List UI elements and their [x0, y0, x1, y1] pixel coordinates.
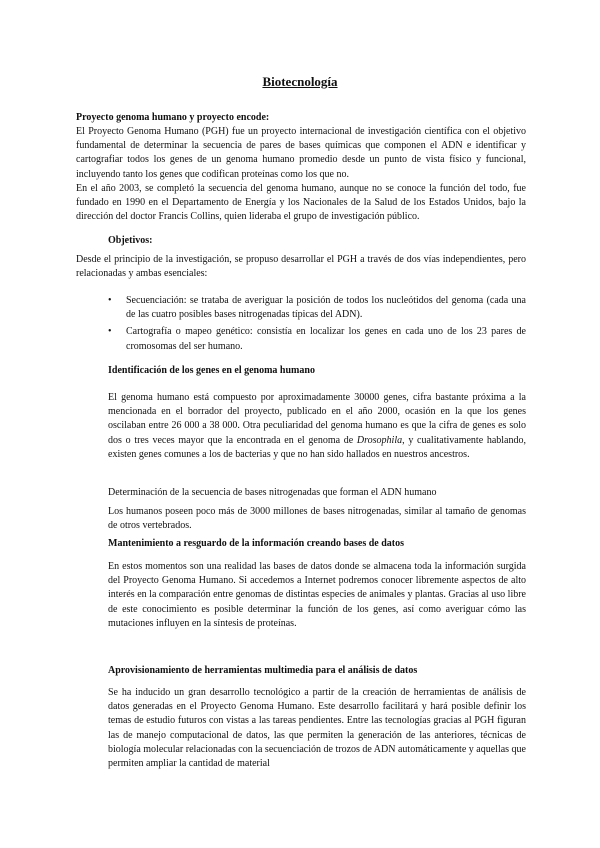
- paragraph-objetivos-intro: Desde el principio de la investigación, se propuso desarrollar el PGH a través de dos vías independientes, pero relacionadas y ambas esenciales:: [76, 254, 526, 280]
- section-heading-mantenimiento: Mantenimiento a resguardo de la información creando bases de datos: [108, 538, 405, 549]
- species-name: Drosophila: [356, 434, 403, 446]
- section-heading-objetivos: Objetivos:: [108, 235, 153, 246]
- text-run: El genoma humano está compuesto por aproximadamente 30000 genes, cifra bastante próxima a la mencionada en el borrador del proyecto, publicado en el año 2000, ocasión en la que los genes oscilaban entre 26 000 a 38 000. Otra peculiaridad del genoma humano es que la cifra de genes es solo dos o tres veces mayor que la encontrada en el genoma de: [108, 392, 526, 446]
- bullet-icon: •: [108, 295, 112, 306]
- paragraph-mantenimiento: En estos momentos son una realidad las bases de datos donde se almacena toda la información surgida del Proyecto Genoma Humano. Si accedemos a Internet podremos conocer libremente aspectos de alto interés en la comparación entre genomas de distintas especies de animales y plantas. Gracias al uso libre de este conocimiento es posible determinar la función de los genes, así como averiguar cómo las mutaciones influyen en la síntesis de proteínas.: [108, 561, 526, 629]
- paragraph-pgh-history: En el año 2003, se completó la secuencia del genoma humano, aunque no se conoce la función del todo, fue fundado en 1990 en el Departamento de Energía y los Nacionales de la Salud de los Estados Unidos, bajo la dirección del doctor Francis Collins, quien lideraba el grupo de investigación público.: [76, 183, 526, 223]
- paragraph-identificacion-genes: [108, 391, 526, 462]
- paragraph-pgh-intro: El Proyecto Genoma Humano (PGH) fue un proyecto internacional de investigación científica con el objetivo fundamental de determinar la secuencia de pares de bases químicas que componen el ADN e identificar y cartografiar todos los genes de un genoma humano promedio desde un punto de vista físico y funcional, incluyendo tanto los genes que codifican proteínas como los que no.: [76, 126, 526, 180]
- section-heading-aprovisionamiento: Aprovisionamiento de herramientas multimedia para el análisis de datos: [108, 665, 418, 676]
- list-item-text: Cartografía o mapeo genético: consistía en localizar los genes en cada uno de los 23 pares de cromosomas del ser humano.: [126, 326, 526, 352]
- paragraph-bases-nitrogenadas: Los humanos poseen poco más de 3000 millones de bases nitrogenadas, similar al tamaño de genomas de otros vertebrados.: [108, 506, 526, 532]
- paragraph-determinacion: Determinación de la secuencia de bases nitrogenadas que forman el ADN humano: [108, 487, 437, 498]
- section-heading-identificacion: Identificación de los genes en el genoma humano: [108, 365, 315, 376]
- bullet-icon: •: [108, 326, 112, 338]
- list-item-text: Secuenciación: se trataba de averiguar la posición de todos los nucleótidos del genoma (cada una de las cuatro posibles bases nitrogenadas típicas del ADN).: [126, 295, 526, 321]
- page-title: Biotecnología: [262, 74, 338, 89]
- text-run: , y cualitativamente hablando, existen genes comunes a los de bacterias y que no han sido hallados en nuestros ancestros.: [108, 434, 527, 460]
- paragraph-aprovisionamiento: Se ha inducido un gran desarrollo tecnológico a partir de la creación de herramientas de análisis de datos generadas en el Proyecto Genoma Humano. Este desarrollo facilitará y hará posible definir los temas de estudio futuros con vistas a las tareas pendientes. Entre las tecnologías gracias al PGH figuran las de manejo computacional de datos, las que permiten la generación de las anteriores, técnicas de biología molecular relacionadas con la secuenciación de trozos de ADN automáticamente y aquellas que permiten ampliar la cantidad de material: [108, 687, 526, 770]
- list-item: [108, 325, 526, 353]
- list-item: [108, 294, 526, 322]
- objetivos-list: [108, 294, 526, 357]
- section-heading-proyecto-genoma: Proyecto genoma humano y proyecto encode:: [76, 112, 270, 123]
